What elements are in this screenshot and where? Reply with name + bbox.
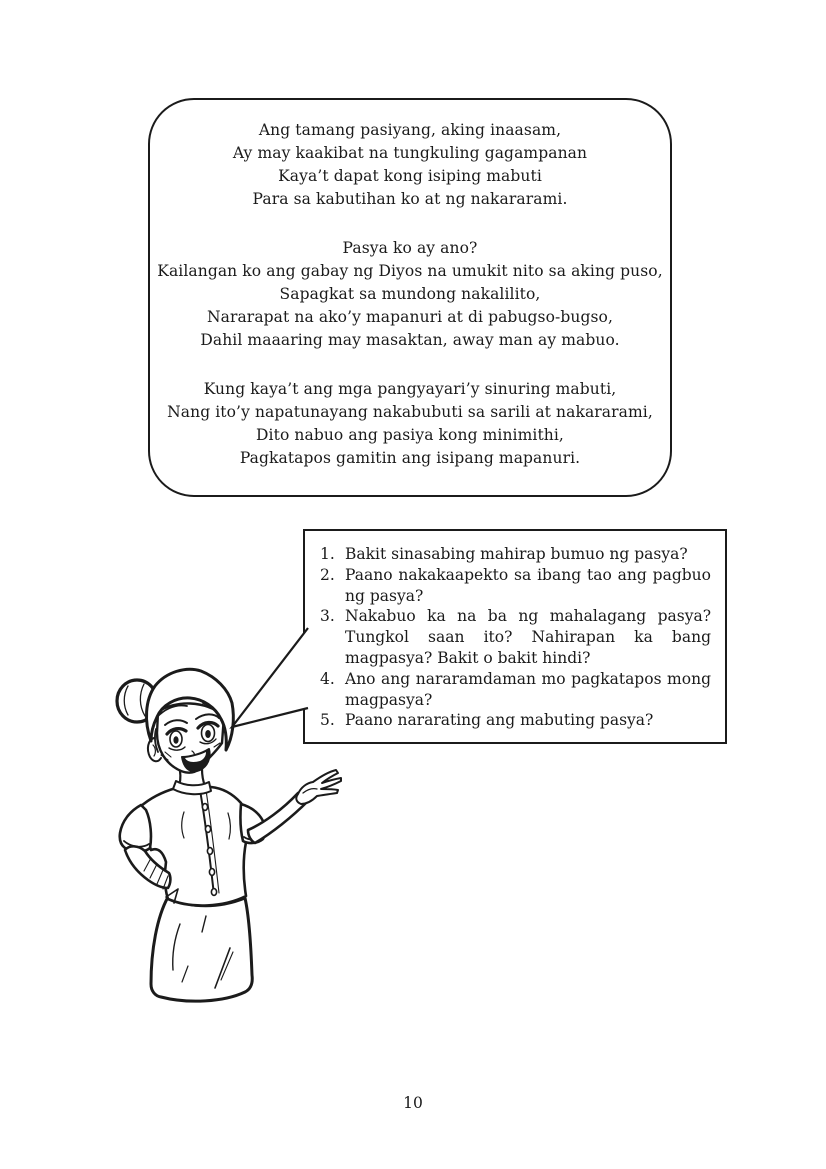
poem-line: Nang ito’y napatunayang nakabubuti sa sarili at nakararami, [167,403,653,421]
poem-line: Pasya ko ay ano? [342,239,478,257]
page-number: 10 [403,1094,423,1112]
question-item [317,710,711,731]
poem-line: Para sa kabutihan ko at ng nakararami. [252,190,568,208]
character-hand [296,770,341,804]
question-text: Paano nararating ang mabuting pasya? [345,711,654,730]
poem-stanza [150,119,670,211]
question-item [317,669,711,711]
question-number: 1. [320,545,335,563]
poem-line: Ay may kaakibat na tungkuling gagampanan [232,144,588,162]
poem-line: Kailangan ko ang gabay ng Diyos na umukit nito sa aking puso, [157,262,663,280]
question-item [317,544,711,565]
teacher-illustration [95,665,355,1015]
poem-line: Pagkatapos gamitin ang isipang mapanuri. [239,449,581,467]
character-skirt [151,897,252,1001]
poem-line: Dito nabuo ang pasiya kong minimithi, [256,426,564,444]
question-number: 4. [320,669,335,688]
poem-stanza [150,237,670,352]
poem-line: Ang tamang pasiyang, aking inaasam, [258,121,562,139]
question-number: 5. [320,711,335,730]
poem-line: Kung kaya’t ang mga pangyayari’y sinuring mabuti, [203,380,617,398]
question-item [317,565,711,607]
poem-stanza [150,378,670,470]
question-text: Nakabuo ka na ba ng mahalagang pasya? Tungkol saan ito? Nahirapan ka bang magpasya? Bakit o bakit hindi? [345,607,711,667]
question-bubble [303,529,727,744]
character-right-arm [240,770,341,843]
character-torso [140,787,247,905]
poem-box [148,98,672,497]
question-text: Ano ang nararamdaman mo pagkatapos mong magpasya? [345,669,711,709]
poem-line: Kaya’t dapat kong isiping mabuti [278,167,542,185]
question-item [317,606,711,668]
question-number: 3. [320,607,335,626]
poem-line: Dahil maaaring may masaktan, away man ay mabuo. [200,331,620,349]
question-number: 2. [320,565,335,584]
character-head [117,669,233,772]
question-text: Bakit sinasabing mahirap bumuo ng pasya? [345,545,688,563]
poem-line: Sapagkat sa mundong nakalilito, [279,285,541,303]
question-text: Paano nakakaapekto sa ibang tao ang pagbuo ng pasya? [345,565,711,605]
poem-line: Nararapat na ako’y mapanuri at di pabugso-bugso, [206,308,614,326]
